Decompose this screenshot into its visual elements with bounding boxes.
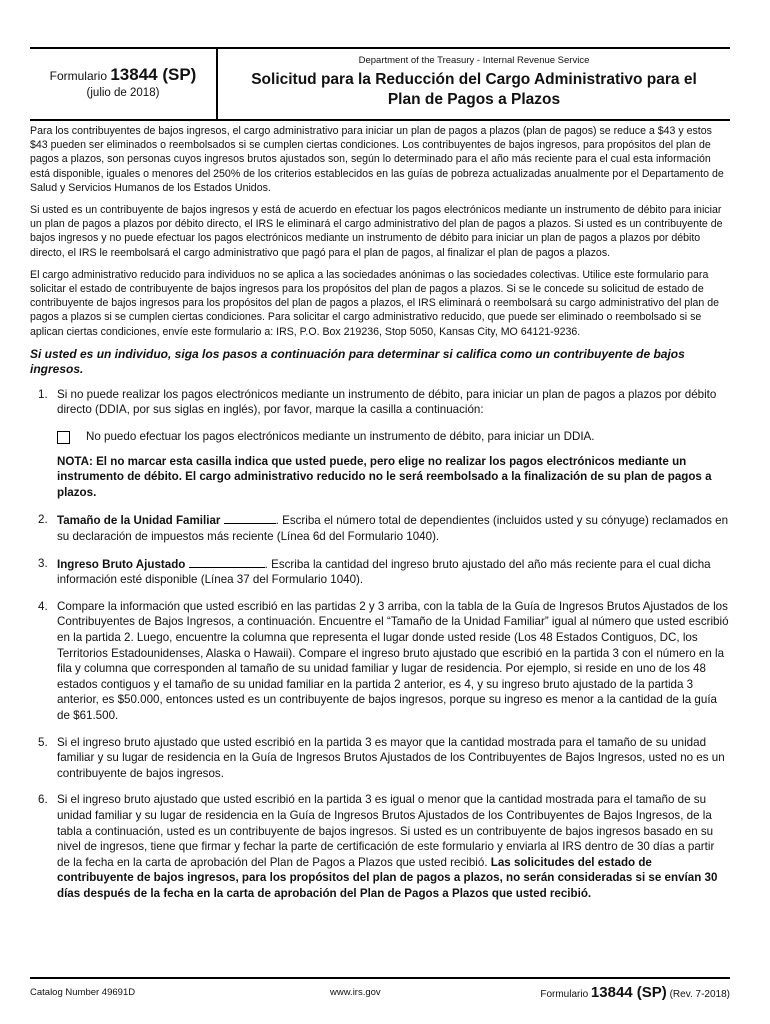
form-header bbox=[30, 47, 730, 121]
item-3-number: 3. bbox=[38, 556, 48, 570]
ddia-checkbox-label: No puedo efectuar los pagos electrónicos mediante un instrumento de débito, para iniciar un DDIA. bbox=[86, 430, 595, 444]
item-6 bbox=[30, 792, 730, 901]
item-3-text: . Escriba la cantidad del ingreso bruto ajustado del año más reciente para el cual dicha información esté disponible (Línea 37 del Formulario 1040). bbox=[57, 557, 711, 587]
form-body bbox=[30, 124, 730, 912]
item-5 bbox=[30, 735, 730, 782]
website-link[interactable]: www.irs.gov bbox=[330, 987, 381, 998]
form-number: 13844 (SP) bbox=[110, 65, 197, 84]
form-date: (julio de 2018) bbox=[86, 87, 160, 99]
form-title-line-2: Plan de Pagos a Plazos bbox=[387, 91, 561, 108]
item-4-text: Compare la información que usted escribió en las partidas 2 y 3 arriba, con la tabla de la Guía de Ingresos Brutos Ajustados de los Contribuyentes de Bajos Ingresos, a continuación. Encuentre el “Tamaño de la Unidad Familiar” igual al número que usted escribió en la partida 2. Luego, encuentre la columna que representa el lugar donde usted reside (Los 48 Estados Contiguos, DC, los Territorios Estadounidenses, Alaska o Hawaii). Compare el ingreso bruto ajustado que escribió en la partida 3 con el número en la fila y columna que corresponden al tamaño de su unidad familiar y lugar de residencia. Por ejemplo, si reside en uno de los 48 estados contiguos y el tamaño de su unidad familiar en la partida 2 anterior, es 4, y su ingreso bruto ajustado de la partida 3 anterior, es $50.000, entonces usted es un contribuyente de bajos ingresos, porque su ingreso es menor a la cantidad de la guía de $61.500. bbox=[57, 599, 729, 722]
family-size-label: Tamaño de la Unidad Familiar bbox=[57, 514, 221, 528]
ddia-checkbox[interactable] bbox=[57, 431, 70, 444]
item-5-text: Si el ingreso bruto ajustado que usted escribió en la partida 3 es mayor que la cantidad mostrada para el tamaño de su unidad familiar y su lugar de residencia en la Guía de Ingresos Brutos Ajustados de los Contribuyentes de Bajos Ingresos, usted no es un contribuyente de bajos ingresos. bbox=[57, 735, 725, 780]
item-2-number: 2. bbox=[38, 513, 48, 527]
footer-form-prefix: Formulario bbox=[540, 989, 589, 1000]
agi-label: Ingreso Bruto Ajustado bbox=[57, 557, 186, 571]
item-2-text: . Escriba el número total de dependientes (incluidos usted y su cónyuge) reclamados en su declaración de impuestos más reciente (Línea 6d del Formulario 1040). bbox=[57, 514, 729, 543]
item-4-number: 4. bbox=[38, 599, 48, 613]
intro-paragraph-2: Si usted es un contribuyente de bajos ingresos y está de acuerdo en efectuar los pagos electrónicos mediante un instrumento de débito para iniciar un plan de pagos a plazos por débito directo, el IRS le eliminará el cargo administrativo del plan de pagos a plazos. Si usted es un contribuyente de bajos ingresos y no puede efectuar los pagos electrónicos mediante un instrumento de débito para iniciar un plan de pagos a plazos por débito directo, el IRS le reembolsará el cargo administrativo que pagó para el plan de pagos, al finalizar el plan de pagos a plazos. bbox=[30, 204, 723, 259]
item-3 bbox=[30, 556, 730, 588]
family-size-field[interactable] bbox=[224, 512, 276, 524]
item-4 bbox=[30, 599, 730, 724]
item-6-text: Si el ingreso bruto ajustado que usted escribió en la partida 3 es igual o menor que la cantidad mostrada para el tamaño de su unidad familiar y su lugar de residencia en la Guía de Ingresos Brutos Ajustados de los Contribuyentes de Bajos Ingresos, de la tabla a continuación, usted es un contribuyente de bajos ingresos. Si usted es un contribuyente de bajos ingresos basado en su nivel de ingresos, tiene que firmar y fechar la parte de certificación de este formulario y enviarla al IRS dentro de 30 días a partir de la fecha en la carta de aprobación del Plan de Pagos a Plazos que usted recibió. bbox=[57, 793, 715, 869]
agi-field[interactable] bbox=[189, 556, 265, 568]
form-id-box bbox=[30, 49, 218, 119]
agency-name: Department of the Treasury - Internal Revenue Service bbox=[358, 55, 590, 66]
item-1-text: Si no puede realizar los pagos electrónicos mediante un instrumento de débito, para iniciar un plan de pagos a plazos por débito directo (DDIA, por sus siglas en inglés), por favor, marque la casilla a continuación: bbox=[57, 387, 717, 417]
catalog-number: Catalog Number 49691D bbox=[30, 987, 136, 998]
footer-form-id bbox=[540, 984, 730, 1001]
form-id-line bbox=[30, 65, 216, 85]
instructions-lead: Si usted es un individuo, siga los pasos a continuación para determinar si califica como un contribuyente de bajos ingresos. bbox=[30, 346, 685, 376]
footer-form-number: 13844 (SP) bbox=[590, 984, 667, 1001]
intro-paragraph-1: Para los contribuyentes de bajos ingresos, el cargo administrativo para iniciar un plan de pagos a plazos (plan de pagos) se reduce a $43 y estos $43 pueden ser eliminados o reembolsados si se cumplen ciertas condiciones. Los contribuyentes de bajos ingresos, para propósitos del plan de pagos a plazos, son personas cuyos ingresos brutos ajustados son, según lo determinado para el año más reciente para el cual esta información está disponible, iguales o menores del 250% de los criterios establecidos en las guías de pobreza actualizadas anualmente por el Departamento de Salud y Servicios Humanos de los Estados Unidos. bbox=[30, 125, 724, 194]
item-6-bold-text: Las solicitudes del estado de contribuyente de bajos ingresos, para los propósitos del plan de pagos a plazos, no serán consideradas si se envían 30 días después de la fecha en la carta de aprobación del Plan de Pagos a Plazos que usted recibió. bbox=[57, 855, 718, 900]
form-page bbox=[30, 47, 730, 1001]
form-title bbox=[218, 70, 730, 110]
item-1-note: NOTA: El no marcar esta casilla indica que usted puede, pero elige no realizar los pagos electrónicos mediante un instrumento de débito. El cargo administrativo reducido no le será reembolsado a la finalización de su plan de pagos a plazos. bbox=[57, 454, 712, 499]
form-title-line-1: Solicitud para la Reducción del Cargo Administrativo para el bbox=[251, 71, 697, 88]
form-prefix: Formulario bbox=[49, 69, 107, 83]
item-5-number: 5. bbox=[38, 735, 48, 749]
footer-rev: (Rev. 7-2018) bbox=[669, 989, 730, 1000]
form-title-box bbox=[218, 49, 730, 119]
item-2 bbox=[30, 512, 730, 544]
item-1-number: 1. bbox=[38, 387, 48, 401]
form-footer bbox=[30, 977, 730, 1001]
item-6-number: 6. bbox=[38, 793, 48, 807]
item-1 bbox=[30, 387, 730, 418]
intro-paragraph-3: El cargo administrativo reducido para individuos no se aplica a las sociedades anónimas o las sociedades colectivas. Utilice este formulario para solicitar el estado de contribuyente de bajos ingresos para los propósitos del plan de pagos a plazos. Si se le concede su solicitud de estado de contribuyente de bajos ingresos para los propósitos del plan de pagos a plazos, el IRS eliminará o reembolsará su cargo administrativo del plan de pagos a plazos si se cumplen ciertas condiciones. Para solicitar el cargo administrativo reducido, que puede ser eliminado o reembolsado si se aplican ciertas condiciones, envíe este formulario a: IRS, P.O. Box 219236, Stop 5050, Kansas City, MO 64121-9236. bbox=[30, 268, 719, 338]
ddia-checkbox-row bbox=[30, 429, 730, 445]
